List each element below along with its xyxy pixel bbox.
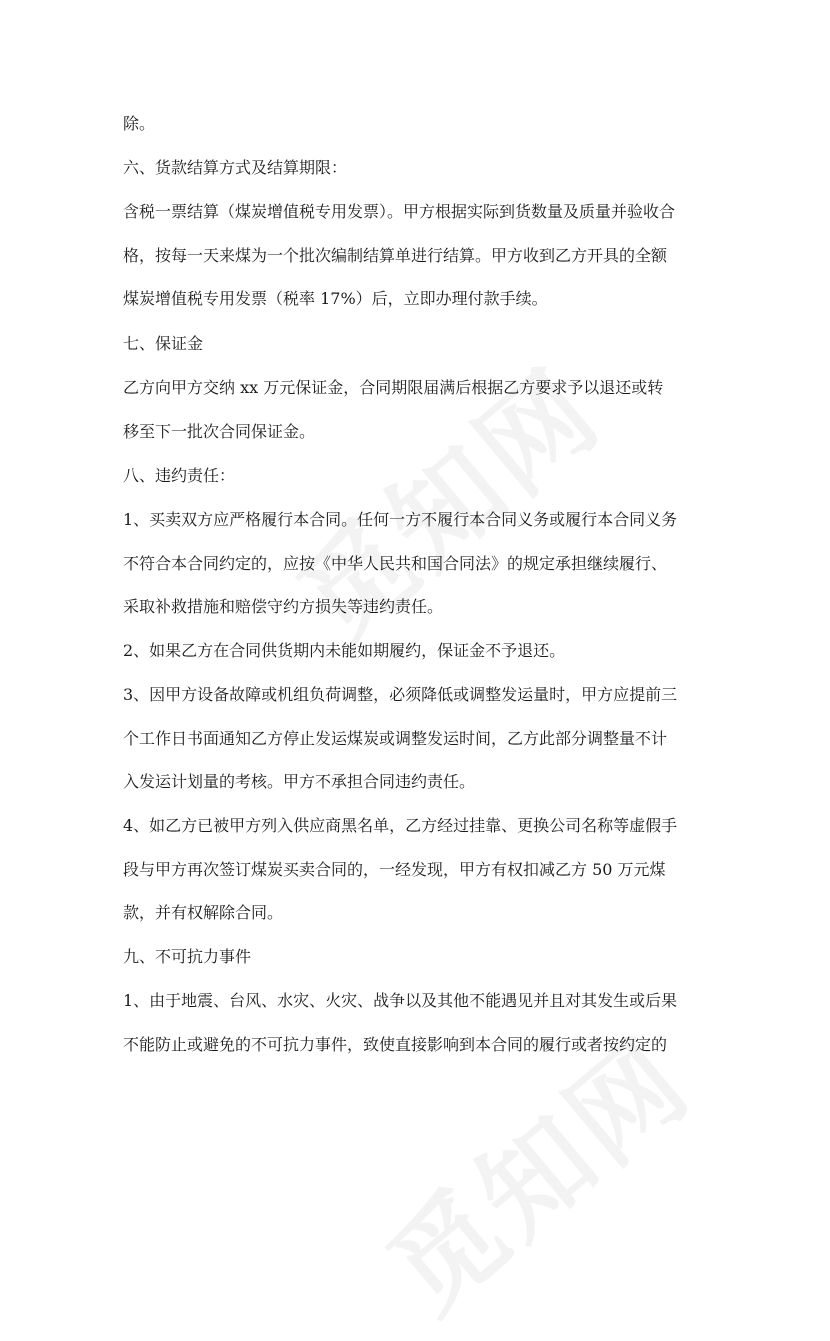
section-heading-6 <box>123 146 713 190</box>
text-line: 2、如果乙方在合同供货期内未能如期履约，保证金不予退还。 <box>123 641 566 660</box>
paragraph-continuation <box>123 102 713 146</box>
text-line: 格，按每一天来煤为一个批次编制结算单进行结算。甲方收到乙方开具的全额 <box>123 245 668 265</box>
text-line: 九、不可抗力事件 <box>123 947 252 966</box>
paragraph-settlement <box>123 190 713 321</box>
text-line: 乙方向甲方交纳 xx 万元保证金，合同期限届满后根据乙方要求予以退还或转 <box>123 378 664 397</box>
text-line: 1、由于地震、台风、水灾、火灾、战争以及其他不能遇见并且对其发生或后果 <box>123 991 678 1010</box>
section-heading-8 <box>123 454 713 498</box>
text-line: 八、违约责任： <box>123 466 236 485</box>
section-heading-7 <box>123 322 713 366</box>
text-line: 个工作日书面通知乙方停止发运煤炭或调整发运时间，乙方此部分调整量不计 <box>123 728 668 748</box>
text-line: 不符合本合同约定的，应按《中华人民共和国合同法》的规定承担继续履行、 <box>123 553 668 573</box>
text-line: 六、货款结算方式及结算期限： <box>123 158 348 177</box>
text-line: 除。 <box>123 114 156 133</box>
clause-8-1 <box>123 498 713 629</box>
text-line: 1、买卖双方应严格履行本合同。任何一方不履行本合同义务或履行本合同义务 <box>123 510 678 529</box>
clause-8-3 <box>123 673 713 804</box>
text-line: 采取补救措施和赔偿守约方损失等违约责任。 <box>123 597 444 616</box>
text-line: 4、如乙方已被甲方列入供应商黑名单，乙方经过挂靠、更换公司名称等虚假手 <box>123 816 678 835</box>
section-heading-9 <box>123 935 713 979</box>
clause-8-2 <box>123 629 713 673</box>
text-line: 七、保证金 <box>123 334 204 353</box>
text-line: 段与甲方再次签订煤炭买卖合同的，一经发现，甲方有权扣减乙方 50 万元煤 <box>123 859 666 879</box>
text-line: 款，并有权解除合同。 <box>123 903 284 922</box>
text-line: 不能防止或避免的不可抗力事件，致使直接影响到本合同的履行或者按约定的 <box>123 1034 668 1054</box>
clause-8-4 <box>123 804 713 935</box>
text-line: 含税一票结算（煤炭增值税专用发票）。甲方根据实际到货数量及质量并验收合 <box>123 202 676 221</box>
text-line: 煤炭增值税专用发票（税率 17%）后，立即办理付款手续。 <box>123 289 548 308</box>
paragraph-deposit <box>123 366 713 453</box>
text-line: 移至下一批次合同保证金。 <box>123 421 316 441</box>
text-line: 3、因甲方设备故障或机组负荷调整，必须降低或调整发运量时，甲方应提前三 <box>123 685 678 704</box>
text-line: 入发运计划量的考核。甲方不承担合同违约责任。 <box>123 772 476 791</box>
clause-9-1 <box>123 979 713 1066</box>
